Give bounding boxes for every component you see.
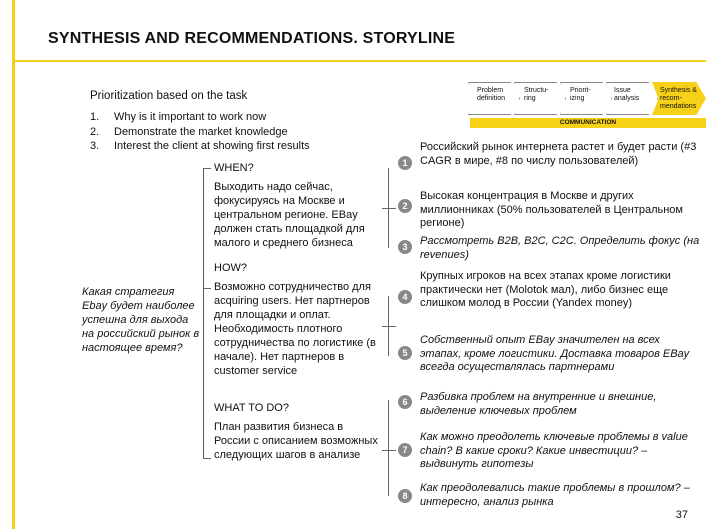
list-item: 3. Interest the client at showing first results (90, 140, 310, 152)
block-text-how: Возможно сотрудничество для acquiring users. Нет партнеров для площадки и оплат. Необходимость плотного сотрудничества по логистике (в начале). Нет партнеров в customer service (214, 281, 376, 377)
step-structuring: Structu-ring (524, 87, 549, 102)
point-text: Высокая концентрация в Москве и других миллионниках (50% пользователей в Центральном регионе) (420, 190, 683, 229)
number-badge: 1 (398, 156, 412, 170)
connector-how-h (382, 326, 396, 327)
number-badge: 8 (398, 489, 412, 503)
prioritization-heading: Prioritization based on the task (90, 90, 248, 102)
step-prioritizing: Priorit-izing (570, 87, 591, 102)
list-item: 2. Demonstrate the market knowledge (90, 125, 288, 138)
block-text-what: План развития бизнеса в России с описанием возможных следующих шагов в анализе (214, 421, 378, 461)
list-item: 1. Why is it important to work now (90, 111, 267, 123)
point-text: Разбивка проблем на внутренние и внешние, выделение ключевых проблем (420, 391, 657, 417)
step-issue-analysis: Issue analysis (614, 87, 640, 102)
number-badge: 4 (398, 290, 412, 304)
connector-what-h (382, 450, 396, 451)
page-number: 37 (675, 509, 688, 521)
point-text: Как преодолевались такие проблемы в прошлом? – интересно, анализ рынка (420, 482, 690, 508)
number-badge: 5 (398, 346, 412, 360)
reasons-list (90, 110, 310, 154)
bracket-bottom (203, 458, 211, 459)
page-title: SYNTHESIS AND RECOMMENDATIONS. STORYLINE (48, 30, 456, 47)
accent-bar-left (12, 0, 15, 529)
number-badge: 6 (398, 395, 412, 409)
bracket-top (203, 168, 211, 169)
bracket-line (203, 168, 204, 458)
block-text-when: Выходить надо сейчас, фокусируясь на Москве и центральном регионе. EBay должен стать площадкой для малого и среднего бизнеса (214, 181, 365, 249)
communication-bar (470, 118, 706, 128)
block-head-what: WHAT TO DO? (214, 402, 289, 414)
point-text: Собственный опыт EBay значителен на всех этапах, кроме логистики. Доставка товаров EBay всегда осуществлялась партнерами (420, 334, 690, 373)
number-badge: 7 (398, 443, 412, 457)
title-underline (12, 60, 706, 62)
point-text: Рассмотреть B2B, B2C, C2C. Определить фокус (на revenues) (420, 235, 700, 261)
connector-what (388, 400, 389, 496)
communication-label: COMMUNICATION (559, 119, 617, 126)
point-text: Крупных игроков на всех этапах кроме логистики практически нет (Molotok мал), либо бизнес еще слишком молод в России (Yandex money) (420, 270, 671, 309)
key-question: Какая стратегия Ebay будет наиболее успешна для выхода на российский рынок в настоящее время? (82, 286, 200, 354)
point-text: Как можно преодолеть ключевые проблемы в value chain? В какие сроки? Какие инвестиции? – выдвинуть гипотезы (420, 431, 688, 470)
step-problem-definition: Problem definition (477, 87, 506, 102)
bracket-mid (203, 288, 211, 289)
step-synthesis: Synthesis & recom-mendations (660, 87, 697, 110)
block-head-when: WHEN? (214, 162, 254, 174)
block-head-how: HOW? (214, 262, 247, 274)
process-chevrons (468, 82, 706, 115)
connector-when-h (382, 208, 396, 209)
number-badge: 2 (398, 199, 412, 213)
point-text: Российский рынок интернета растет и будет расти (#3 CAGR в мире, #8 по числу пользователей) (420, 141, 697, 167)
number-badge: 3 (398, 240, 412, 254)
